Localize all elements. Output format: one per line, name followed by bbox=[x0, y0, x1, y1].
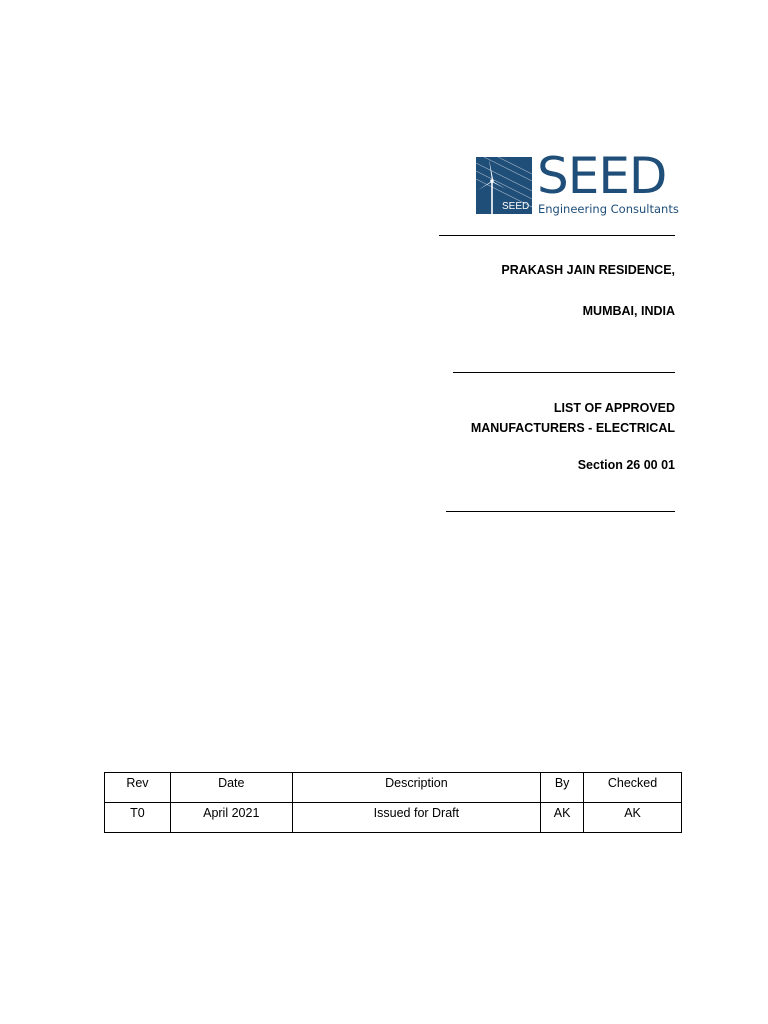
table-row bbox=[105, 803, 682, 833]
project-name: PRAKASH JAIN RESIDENCE, bbox=[501, 263, 675, 277]
column-header-checked: Checked bbox=[584, 773, 682, 803]
column-header-date: Date bbox=[170, 773, 292, 803]
logo-wordmark: SEED bbox=[537, 147, 667, 205]
divider-rule-3 bbox=[446, 511, 675, 512]
cell-checked: AK bbox=[584, 803, 682, 833]
cell-date: April 2021 bbox=[170, 803, 292, 833]
revision-table-header-row bbox=[105, 773, 682, 803]
logo-subtitle: Engineering Consultants bbox=[538, 202, 679, 216]
cell-description: Issued for Draft bbox=[292, 803, 541, 833]
column-header-rev: Rev bbox=[105, 773, 171, 803]
company-logo bbox=[476, 147, 679, 216]
document-title-line-2: MANUFACTURERS - ELECTRICAL bbox=[470, 421, 675, 435]
project-location: MUMBAI, INDIA bbox=[582, 304, 675, 318]
wind-turbine-logo-icon bbox=[476, 157, 532, 214]
logo-mark-text: SEED bbox=[502, 201, 530, 212]
section-number: Section 26 00 01 bbox=[577, 458, 675, 472]
cell-by: AK bbox=[541, 803, 584, 833]
column-header-description: Description bbox=[292, 773, 541, 803]
revision-table bbox=[104, 772, 682, 833]
divider-rule-2 bbox=[453, 372, 675, 373]
cell-rev: T0 bbox=[105, 803, 171, 833]
document-title-line-1: LIST OF APPROVED bbox=[553, 401, 675, 415]
divider-rule-1 bbox=[439, 235, 675, 236]
column-header-by: By bbox=[541, 773, 584, 803]
